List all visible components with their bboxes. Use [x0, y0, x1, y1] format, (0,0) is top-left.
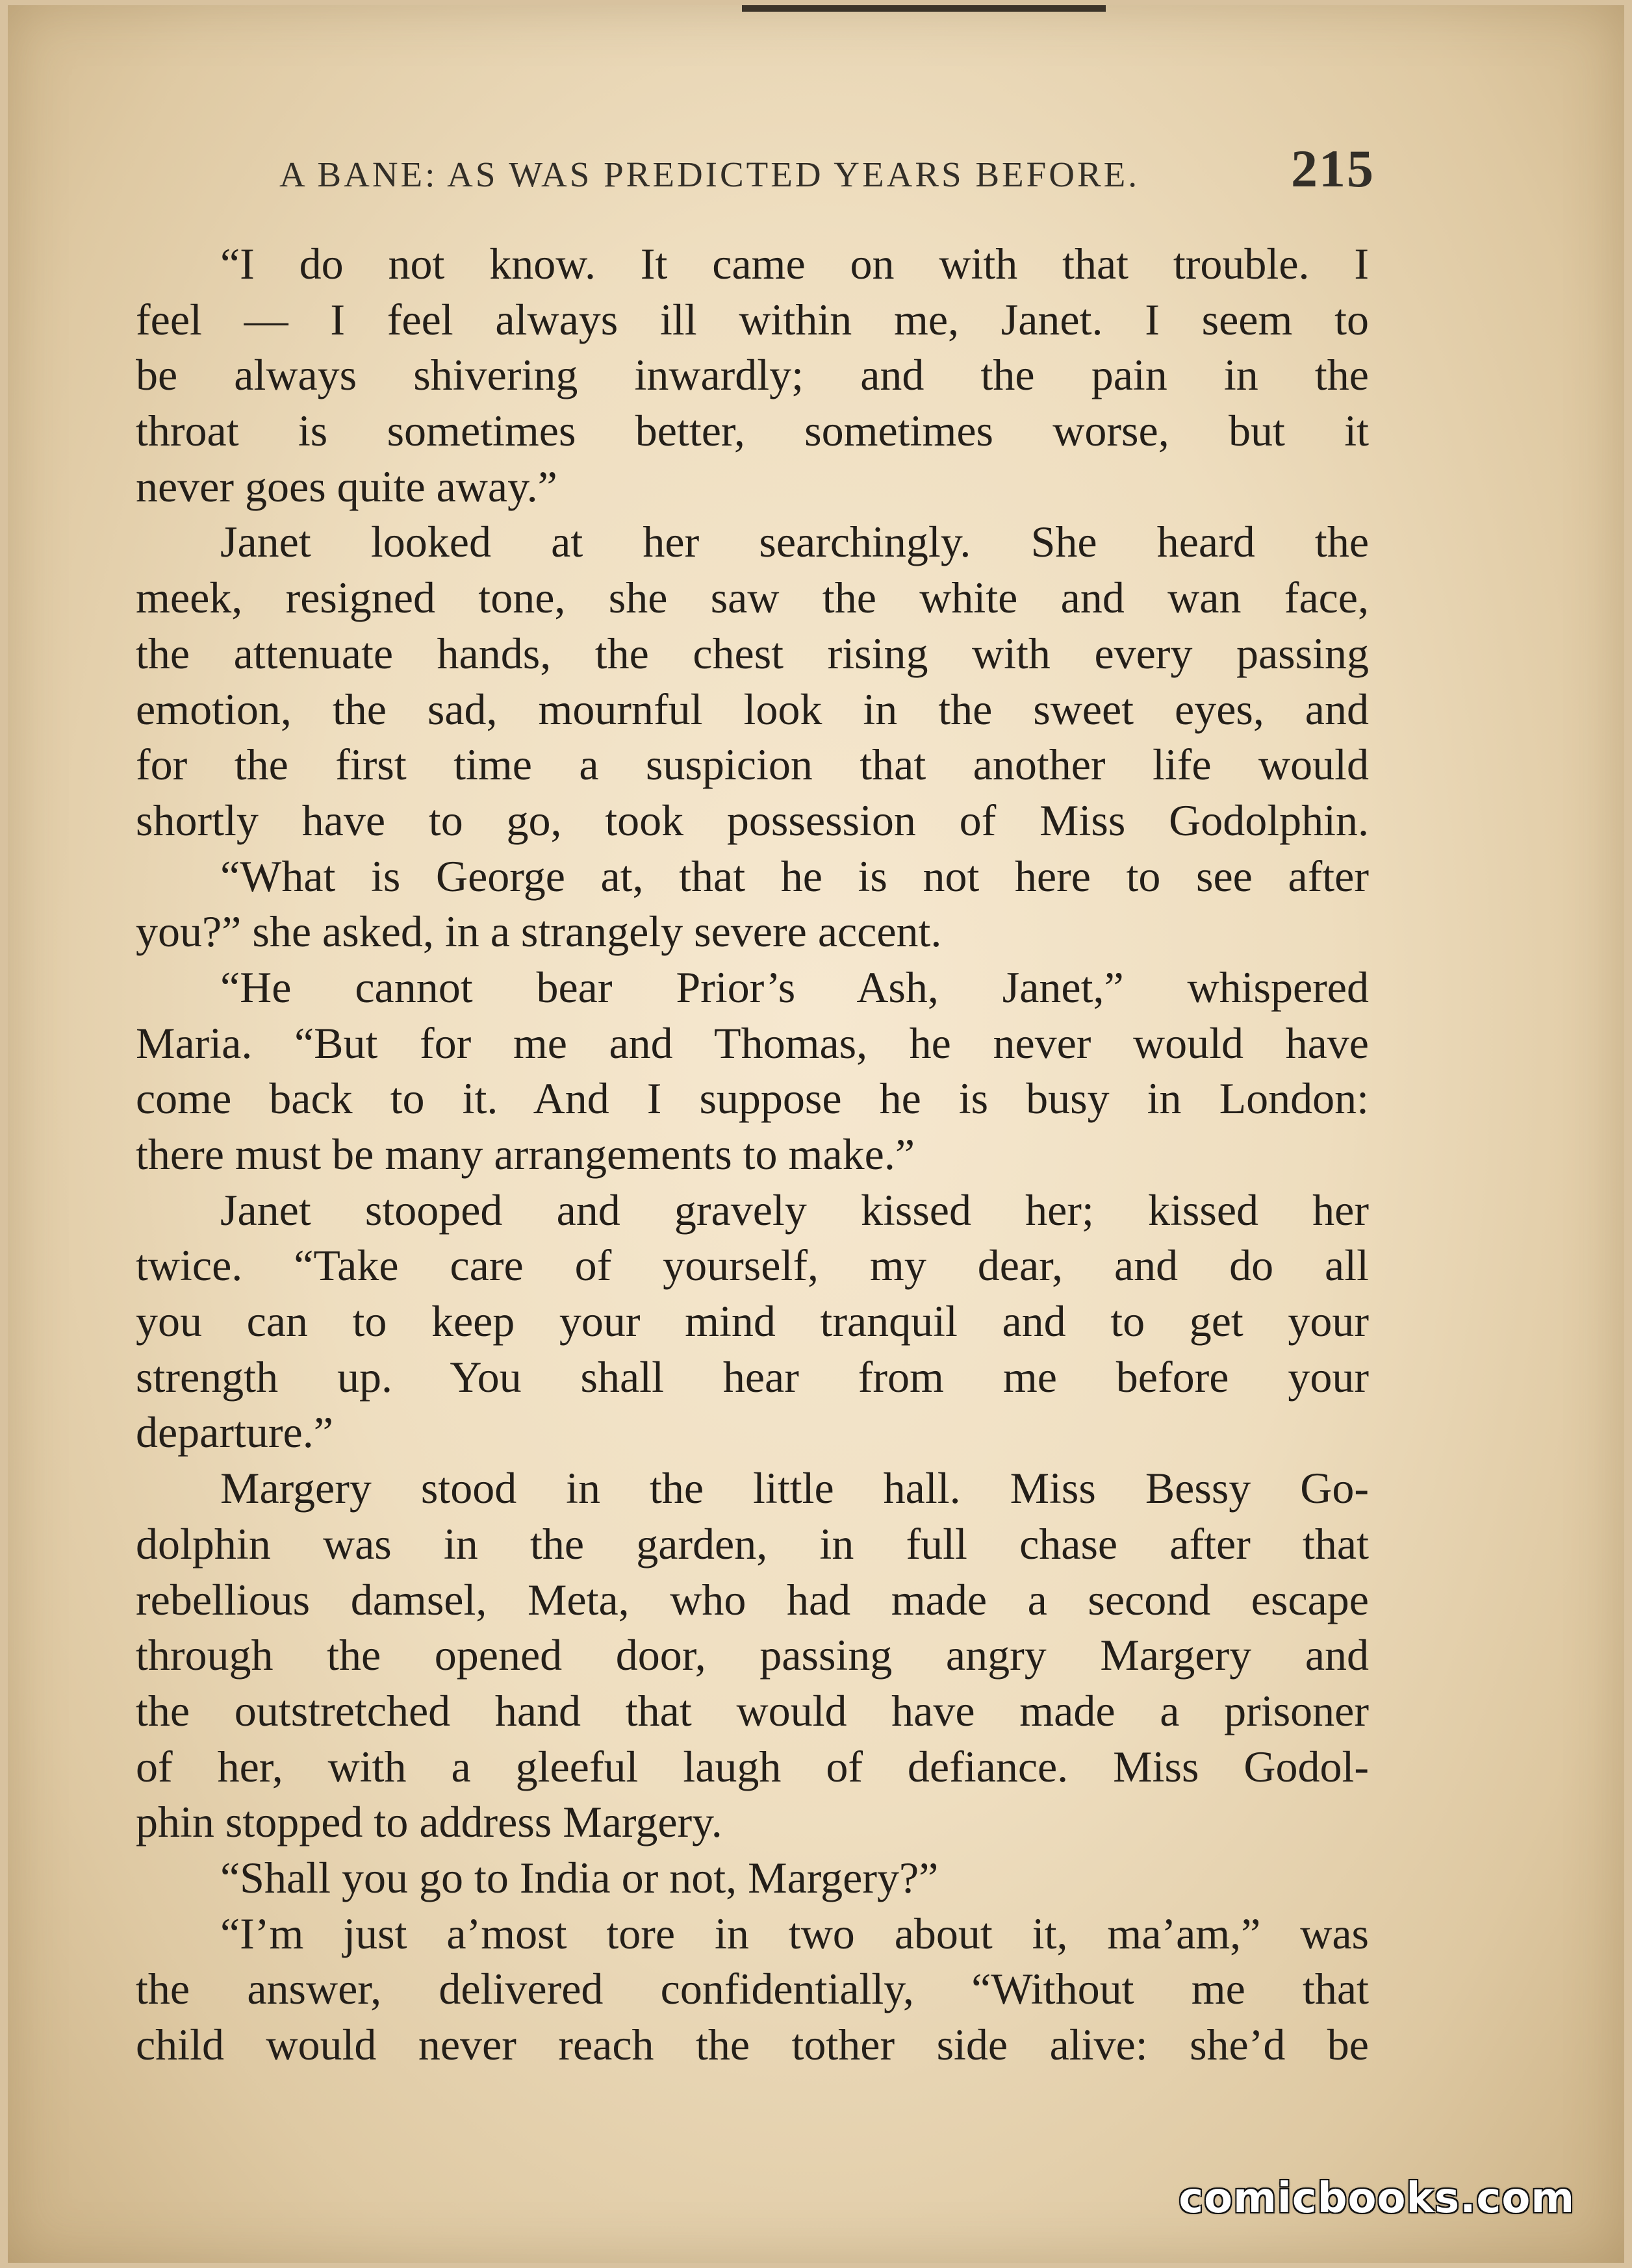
text-line: departure.” [136, 1407, 333, 1457]
text-line: child would never reach the tother side alive: she’d be [136, 2020, 1369, 2069]
text-line: throat is sometimes better, sometimes worse, but it [136, 406, 1369, 456]
text-line: dolphin was in the garden, in full chase after that [136, 1518, 1369, 1569]
text-line: feel — I feel always ill within me, Janet. I seem to [136, 294, 1369, 344]
text-line: come back to it. And I suppose he is busy in London: [136, 1074, 1369, 1124]
text-line: you?” she asked, in a strangely severe accent. [136, 907, 942, 957]
text-line: Janet looked at her searchingly. She heard the [220, 517, 1369, 567]
text-line: through the opened door, passing angry Margery and [136, 1630, 1369, 1680]
text-line: “I’m just a’most tore in two about it, ma’am,” was [220, 1908, 1369, 1958]
text-line: “He cannot bear Prior’s Ash, Janet,” whispered [220, 962, 1369, 1012]
text-line: Maria. “But for me and Thomas, he never would have [136, 1018, 1369, 1068]
top-edge-rule [742, 5, 1106, 12]
text-line: rebellious damsel, Meta, who had made a second escape [136, 1574, 1369, 1624]
text-line: “Shall you go to India or not, Margery?” [220, 1852, 939, 1902]
text-line: there must be many arrangements to make.” [136, 1129, 915, 1179]
text-line: “I do not know. It came on with that trouble. I [220, 239, 1369, 288]
text-line: you can to keep your mind tranquil and to get your [136, 1296, 1369, 1346]
text-line: shortly have to go, took possession of Miss Godolphin. [136, 795, 1369, 845]
text-line: be always shivering inwardly; and the pain in the [136, 350, 1369, 400]
text-line: of her, with a gleeful laugh of defiance. Miss Godol- [136, 1741, 1369, 1791]
text-line: for the first time a suspicion that another life would [136, 740, 1369, 790]
text-line: Janet stooped and gravely kissed her; kissed her [220, 1185, 1369, 1235]
text-line: Margery stood in the little hall. Miss Bessy Go- [220, 1463, 1369, 1513]
text-line: meek, resigned tone, she saw the white and wan face, [136, 573, 1369, 623]
text-line: the answer, delivered confidentially, “Without me that [136, 1964, 1369, 2014]
body-text [136, 236, 1369, 2073]
watermark-label: comicbooks.com [1179, 2174, 1575, 2223]
text-line: emotion, the sad, mournful look in the sweet eyes, and [136, 684, 1369, 734]
text-line: twice. “Take care of yourself, my dear, and do all [136, 1241, 1369, 1291]
text-line: the attenuate hands, the chest rising with every passing [136, 628, 1369, 678]
text-line: the outstretched hand that would have made a prisoner [136, 1685, 1369, 1735]
book-page [8, 5, 1624, 2263]
page-header [279, 138, 1375, 197]
text-line: strength up. You shall hear from me before your [136, 1352, 1369, 1402]
text-line: phin stopped to address Margery. [136, 1797, 722, 1847]
page-number: 215 [1291, 139, 1375, 198]
text-line: never goes quite away.” [136, 461, 557, 511]
running-head: A BANE: AS WAS PREDICTED YEARS BEFORE. [279, 155, 1140, 194]
text-line: “What is George at, that he is not here to see after [220, 851, 1369, 901]
